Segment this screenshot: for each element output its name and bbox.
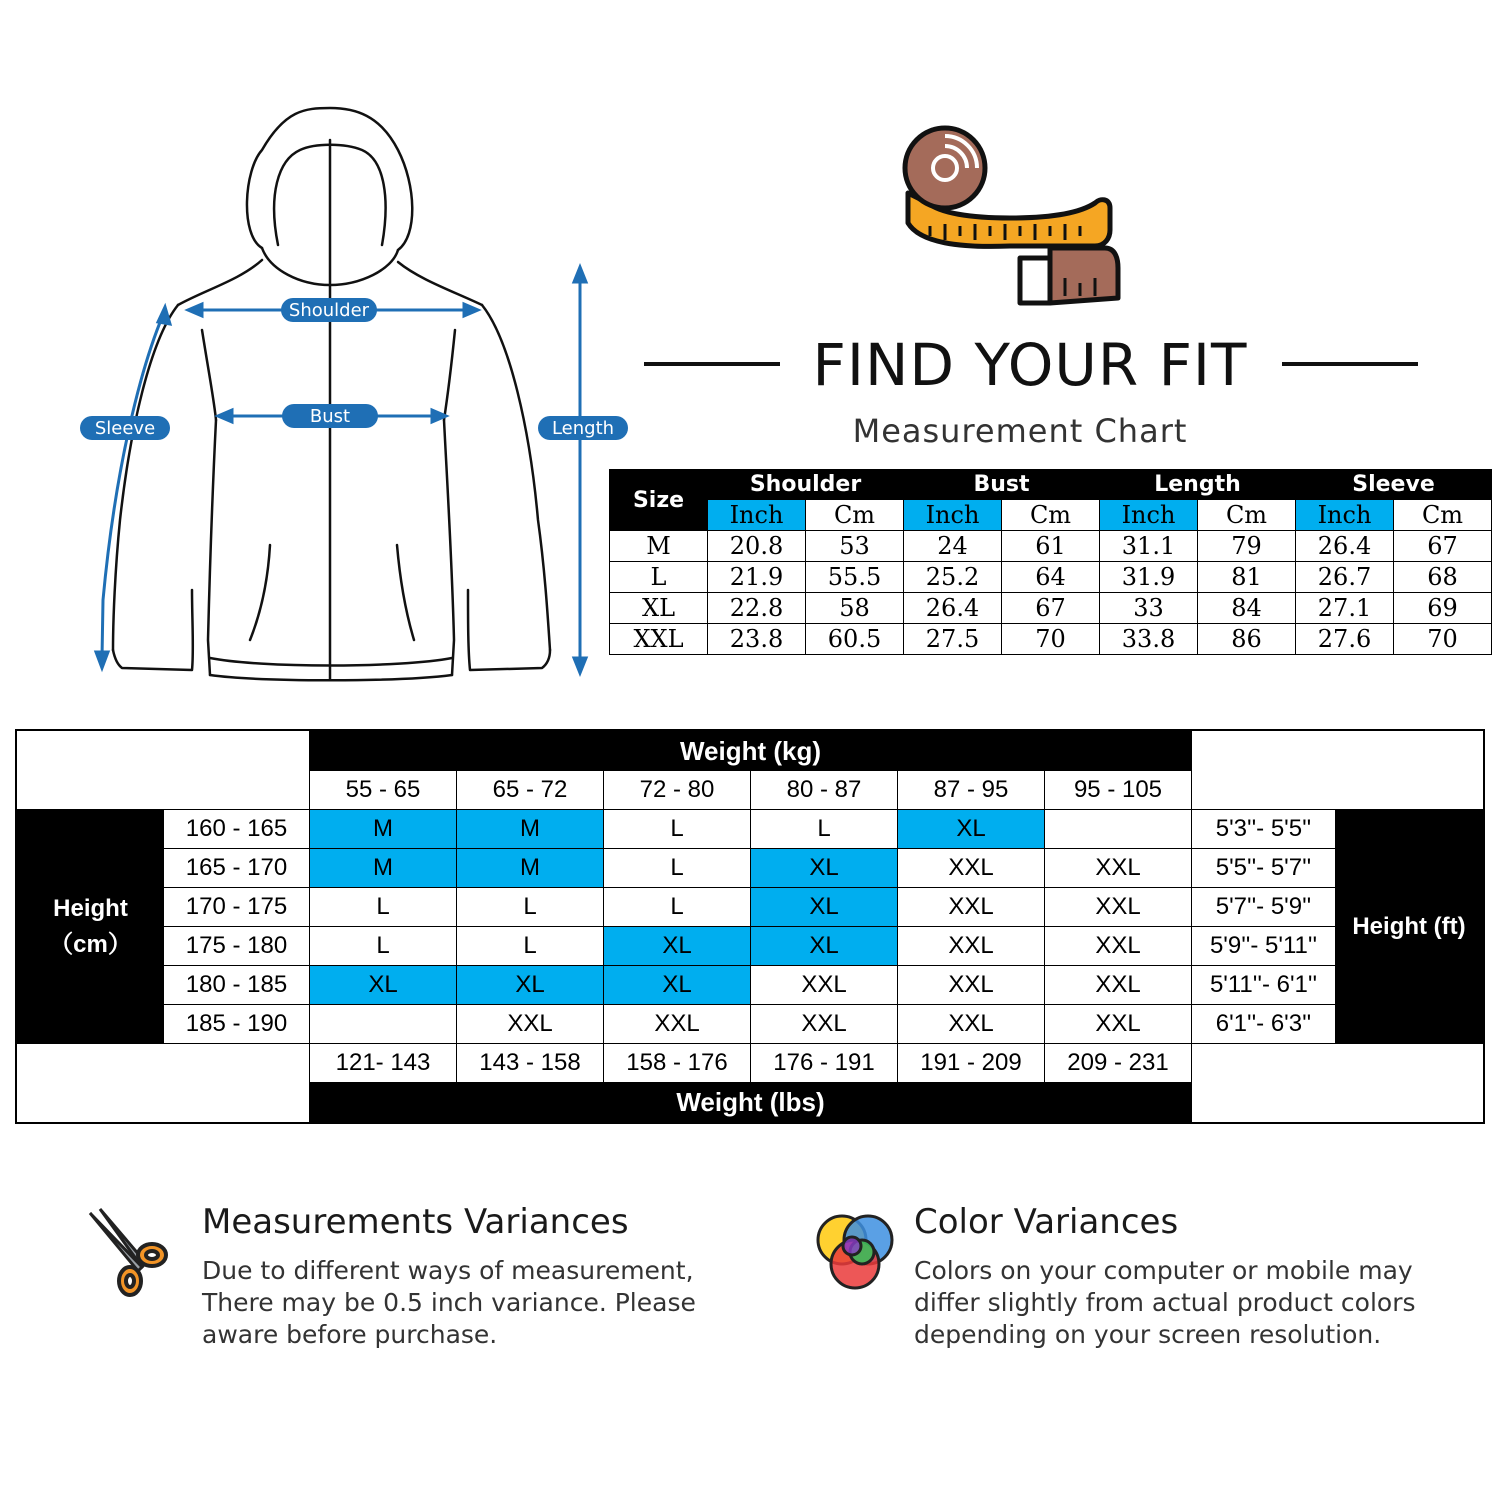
color-wheel-icon xyxy=(812,1210,898,1296)
measurement-cell: 27.6 xyxy=(1296,624,1394,655)
tape-measure-icon xyxy=(900,118,1125,313)
weight-kg-range: 80 - 87 xyxy=(751,771,898,810)
size-cell: L xyxy=(457,927,604,966)
weight-kg-header: Weight (kg) xyxy=(310,732,1192,771)
measurement-cell: 79 xyxy=(1198,531,1296,562)
shoulder-label xyxy=(281,298,377,322)
size-cell: M xyxy=(457,810,604,849)
size-cell: M xyxy=(310,849,457,888)
weight-kg-range: 87 - 95 xyxy=(898,771,1045,810)
size-cell: XXL xyxy=(898,888,1045,927)
size-cell xyxy=(310,1005,457,1044)
unit-inch: Inch xyxy=(708,500,806,531)
unit-inch: Inch xyxy=(1296,500,1394,531)
weight-kg-range: 95 - 105 xyxy=(1045,771,1192,810)
unit-cm: Cm xyxy=(1002,500,1100,531)
measurement-variance-text: Due to different ways of measurement, There may be 0.5 inch variance. Please aware before purchase. xyxy=(202,1256,696,1349)
size-cell: XL xyxy=(751,849,898,888)
corner-blank xyxy=(1192,732,1483,810)
group-header-length: Length xyxy=(1100,470,1296,500)
measurement-cell: 53 xyxy=(806,531,904,562)
height-ft-range: 5'11''- 6'1'' xyxy=(1192,966,1336,1005)
color-variance-title: Color Variances xyxy=(914,1202,1179,1242)
jacket-diagram xyxy=(0,0,640,700)
size-cell: XL xyxy=(898,810,1045,849)
size-cell: XXL xyxy=(898,849,1045,888)
weight-lbs-header: Weight (lbs) xyxy=(310,1083,1192,1122)
measurement-cell: 26.7 xyxy=(1296,562,1394,593)
measurement-cell: 64 xyxy=(1002,562,1100,593)
page-subtitle: Measurement Chart xyxy=(852,412,1188,450)
height-cm-range: 170 - 175 xyxy=(164,888,310,927)
size-cell: L xyxy=(310,888,457,927)
measurement-cell: 68 xyxy=(1394,562,1492,593)
weight-lbs-range: 191 - 209 xyxy=(898,1044,1045,1083)
height-cm-range: 180 - 185 xyxy=(164,966,310,1005)
group-header-bust: Bust xyxy=(904,470,1100,500)
size-cell: XL xyxy=(457,966,604,1005)
height-cm-range: 175 - 180 xyxy=(164,927,310,966)
height-cm-range: 165 - 170 xyxy=(164,849,310,888)
size-cell: XL xyxy=(604,927,751,966)
svg-text:Bust: Bust xyxy=(309,406,351,427)
size-cell: XXL xyxy=(1045,849,1192,888)
measurement-cell: 26.4 xyxy=(904,593,1002,624)
height-ft-range: 5'3''- 5'5'' xyxy=(1192,810,1336,849)
size-header: Size xyxy=(610,470,708,531)
measurement-cell: 22.8 xyxy=(708,593,806,624)
size-cell: M xyxy=(610,531,708,562)
size-cell: XXL xyxy=(1045,927,1192,966)
size-cell: L xyxy=(610,562,708,593)
height-ft-label: Height (ft) xyxy=(1336,810,1483,1044)
size-cell: XXL xyxy=(1045,888,1192,927)
size-cell: L xyxy=(604,810,751,849)
measurement-cell: 58 xyxy=(806,593,904,624)
page-title: FIND YOUR FIT xyxy=(812,331,1248,399)
unit-cm: Cm xyxy=(806,500,904,531)
measurement-cell: 31.9 xyxy=(1100,562,1198,593)
size-cell: L xyxy=(604,888,751,927)
size-cell: XL xyxy=(751,927,898,966)
measurement-cell: 67 xyxy=(1002,593,1100,624)
height-ft-range: 5'5''- 5'7'' xyxy=(1192,849,1336,888)
unit-cm: Cm xyxy=(1198,500,1296,531)
size-cell: L xyxy=(310,927,457,966)
height-ft-range: 6'1''- 6'3'' xyxy=(1192,1005,1336,1044)
unit-inch: Inch xyxy=(1100,500,1198,531)
height-cm-label: Height （cm） xyxy=(18,810,164,1044)
size-cell: L xyxy=(457,888,604,927)
unit-cm: Cm xyxy=(1394,500,1492,531)
size-chart-row xyxy=(18,966,1483,1005)
size-cell: XXL xyxy=(604,1005,751,1044)
height-cm-range: 160 - 165 xyxy=(164,810,310,849)
svg-text:Sleeve: Sleeve xyxy=(94,418,156,439)
size-chart-row xyxy=(18,849,1483,888)
measurement-cell: 86 xyxy=(1198,624,1296,655)
size-cell: XL xyxy=(604,966,751,1005)
weight-lbs-range: 121- 143 xyxy=(310,1044,457,1083)
measurement-cell: 69 xyxy=(1394,593,1492,624)
size-chart-table xyxy=(17,731,1483,1122)
measurement-cell: 33 xyxy=(1100,593,1198,624)
measurement-row xyxy=(610,531,1492,562)
measurement-table xyxy=(609,469,1492,655)
size-cell: M xyxy=(457,849,604,888)
measurement-cell: 27.5 xyxy=(904,624,1002,655)
size-cell: XXL xyxy=(751,966,898,1005)
sleeve-label xyxy=(80,416,170,440)
corner-blank xyxy=(18,1044,310,1122)
svg-text:Length: Length xyxy=(551,418,615,439)
size-cell: XXL xyxy=(898,1005,1045,1044)
size-chart-row xyxy=(18,810,1483,849)
measurement-cell: 27.1 xyxy=(1296,593,1394,624)
weight-lbs-range: 176 - 191 xyxy=(751,1044,898,1083)
unit-inch: Inch xyxy=(904,500,1002,531)
size-cell: XXL xyxy=(898,927,1045,966)
title-rule-left xyxy=(644,362,780,366)
measurement-cell: 31.1 xyxy=(1100,531,1198,562)
length-label xyxy=(538,416,628,440)
measurement-cell: 20.8 xyxy=(708,531,806,562)
size-cell: XL xyxy=(310,966,457,1005)
measurement-cell: 33.8 xyxy=(1100,624,1198,655)
measurement-cell: 25.2 xyxy=(904,562,1002,593)
height-ft-range: 5'7''- 5'9'' xyxy=(1192,888,1336,927)
measurement-cell: 24 xyxy=(904,531,1002,562)
size-cell: XXL xyxy=(457,1005,604,1044)
measurement-cell: 55.5 xyxy=(806,562,904,593)
bust-label xyxy=(282,404,378,428)
size-cell: XXL xyxy=(1045,1005,1192,1044)
title-rule-right xyxy=(1282,362,1418,366)
corner-blank xyxy=(18,732,310,810)
size-cell: L xyxy=(751,810,898,849)
measurement-cell: 23.8 xyxy=(708,624,806,655)
corner-blank xyxy=(1192,1044,1483,1122)
measurement-cell: 61 xyxy=(1002,531,1100,562)
size-cell: XXL xyxy=(898,966,1045,1005)
weight-kg-range: 65 - 72 xyxy=(457,771,604,810)
weight-lbs-range: 143 - 158 xyxy=(457,1044,604,1083)
weight-kg-range: 72 - 80 xyxy=(604,771,751,810)
size-chart-row xyxy=(18,888,1483,927)
size-cell: XL xyxy=(751,888,898,927)
measurement-cell: 70 xyxy=(1002,624,1100,655)
scissors-icon xyxy=(80,1205,175,1300)
height-cm-range: 185 - 190 xyxy=(164,1005,310,1044)
size-cell: M xyxy=(310,810,457,849)
measurement-row xyxy=(610,562,1492,593)
weight-lbs-range: 209 - 231 xyxy=(1045,1044,1192,1083)
size-chart-row xyxy=(18,1005,1483,1044)
weight-kg-range: 55 - 65 xyxy=(310,771,457,810)
measurement-cell: 81 xyxy=(1198,562,1296,593)
measurement-cell: 70 xyxy=(1394,624,1492,655)
size-cell: XL xyxy=(610,593,708,624)
measurement-row xyxy=(610,624,1492,655)
size-cell: XXL xyxy=(1045,966,1192,1005)
svg-text:Shoulder: Shoulder xyxy=(288,300,370,321)
size-cell: XXL xyxy=(751,1005,898,1044)
measurement-cell: 26.4 xyxy=(1296,531,1394,562)
measurement-row xyxy=(610,593,1492,624)
group-header-sleeve: Sleeve xyxy=(1296,470,1492,500)
size-chart-row xyxy=(18,927,1483,966)
weight-lbs-range: 158 - 176 xyxy=(604,1044,751,1083)
measurement-cell: 84 xyxy=(1198,593,1296,624)
size-cell: XXL xyxy=(610,624,708,655)
measurement-variance-title: Measurements Variances xyxy=(202,1202,629,1242)
group-header-shoulder: Shoulder xyxy=(708,470,904,500)
size-cell xyxy=(1045,810,1192,849)
measurement-cell: 21.9 xyxy=(708,562,806,593)
measurement-cell: 60.5 xyxy=(806,624,904,655)
size-cell: L xyxy=(604,849,751,888)
measurement-cell: 67 xyxy=(1394,531,1492,562)
color-variance-text: Colors on your computer or mobile may differ slightly from actual product colors depending on your screen resolution. xyxy=(914,1256,1416,1349)
height-ft-range: 5'9''- 5'11'' xyxy=(1192,927,1336,966)
